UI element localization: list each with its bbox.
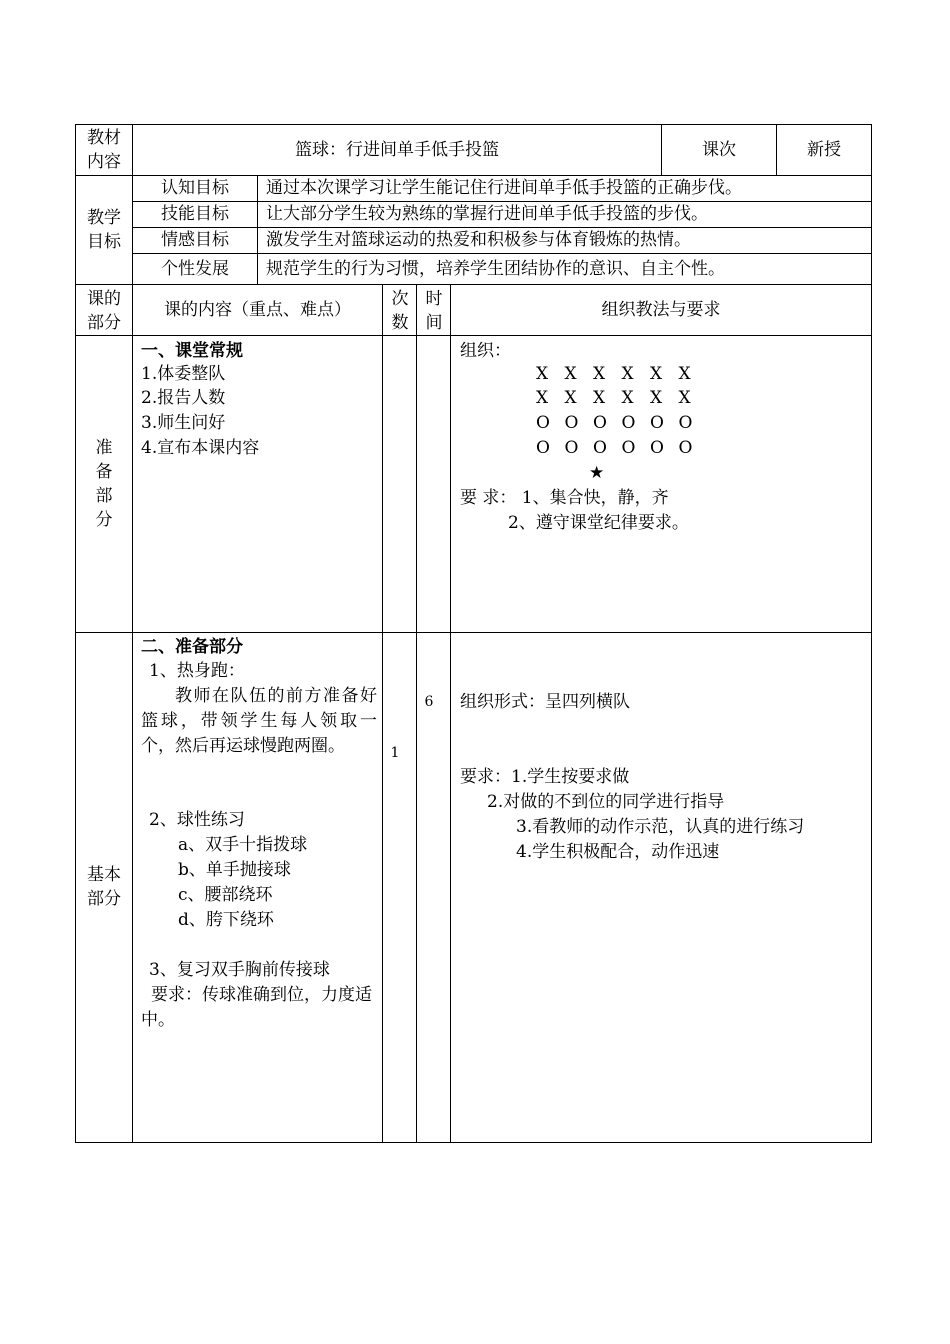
basic-count: 1 xyxy=(390,745,400,761)
goal-text-personal: 规范学生的行为习惯，培养学生团结协作的意识、自主个性。 xyxy=(266,259,725,279)
formation-mark: X xyxy=(536,364,549,384)
goal-label-cognitive: 认知目标 xyxy=(161,178,229,198)
formation-mark: X xyxy=(564,364,577,384)
formation-mark: X xyxy=(564,388,577,408)
formation-mark: X xyxy=(621,388,634,408)
list-item: 2.报告人数 xyxy=(141,388,226,408)
formation-mark: O xyxy=(650,438,664,458)
col-header-method: 组织教法与要求 xyxy=(601,300,721,320)
table-border xyxy=(75,124,872,125)
formation-row xyxy=(536,411,707,435)
table-border xyxy=(132,253,872,254)
formation-mark: X xyxy=(593,364,606,384)
list-item: c、腰部绕环 xyxy=(178,885,273,905)
basic-time: 6 xyxy=(424,694,434,710)
list-item: a、双手十指拨球 xyxy=(178,835,308,855)
list-item: d、胯下绕环 xyxy=(178,910,274,930)
col-header-content: 课的内容（重点、难点） xyxy=(164,300,351,320)
basic-paragraph-1: 教师在队伍的前方准备好篮球，带领学生每人领取一个，然后再运球慢跑两圈。 xyxy=(141,686,377,756)
col-header-part: 课的部分 xyxy=(87,289,121,333)
formation-mark: X xyxy=(593,388,606,408)
formation-row xyxy=(536,362,707,386)
formation-mark: X xyxy=(678,364,691,384)
table-border xyxy=(871,124,872,1143)
formation-mark: O xyxy=(621,438,636,458)
formation-mark: X xyxy=(650,388,663,408)
table-border xyxy=(75,632,872,633)
goal-text-emotion: 激发学生对篮球运动的热爱和积极参与体育锻炼的热情。 xyxy=(266,230,691,250)
list-item: 4.宣布本课内容 xyxy=(141,438,260,458)
basic-item-2: 2、球性练习 xyxy=(149,810,245,830)
formation-mark: O xyxy=(536,413,550,433)
basic-part-label: 基本部分 xyxy=(87,865,121,909)
lesson-label: 课次 xyxy=(702,140,736,160)
list-item: b、单手抛接球 xyxy=(178,860,291,880)
basic-requirement: 要求：传球准确到位，力度适中。 xyxy=(141,985,372,1030)
table-border xyxy=(75,1142,872,1143)
prep-requirement-1: 要 求： 1、集合快，静，齐 xyxy=(460,488,669,508)
col-header-time: 时间 xyxy=(425,289,443,333)
formation-mark: X xyxy=(678,388,691,408)
teacher-star-icon: ★ xyxy=(589,463,605,483)
basic-requirement-1: 要求：1.学生按要求做 xyxy=(460,767,630,787)
basic-requirement-2: 2.对做的不到位的同学进行指导 xyxy=(487,792,725,812)
basic-org: 组织形式：呈四列横队 xyxy=(460,692,630,712)
formation-mark: O xyxy=(536,438,550,458)
formation-mark: O xyxy=(621,413,636,433)
table-border xyxy=(75,335,872,336)
formation-mark: O xyxy=(564,413,579,433)
formation-mark: O xyxy=(564,438,579,458)
list-item: 3.师生问好 xyxy=(141,413,226,433)
goal-label-personal: 个性发展 xyxy=(161,259,229,279)
prep-part-label: 准备部分 xyxy=(95,438,113,530)
goal-text-skill: 让大部分学生较为熟练的掌握行进间单手低手投篮的步伐。 xyxy=(266,204,708,224)
formation-mark: X xyxy=(536,388,549,408)
table-border xyxy=(75,284,872,285)
col-header-count: 次数 xyxy=(391,289,409,333)
formation-mark: O xyxy=(678,413,693,433)
formation-row xyxy=(536,386,707,410)
table-border xyxy=(257,175,258,285)
lesson-value: 新授 xyxy=(807,140,841,160)
formation-row xyxy=(536,436,707,460)
goal-label-emotion: 情感目标 xyxy=(161,230,229,250)
table-border xyxy=(382,284,383,1143)
material-label: 教材内容 xyxy=(87,128,121,172)
basic-heading: 二、准备部分 xyxy=(141,637,243,657)
goal-label-skill: 技能目标 xyxy=(161,204,229,224)
goal-text-cognitive: 通过本次课学习让学生能记住行进间单手低手投篮的正确步伐。 xyxy=(266,178,742,198)
formation-mark: X xyxy=(650,364,663,384)
prep-requirement-2: 2、遵守课堂纪律要求。 xyxy=(508,513,689,533)
table-border xyxy=(75,124,76,1143)
formation-mark: O xyxy=(593,413,607,433)
basic-requirement-4: 4.学生积极配合，动作迅速 xyxy=(516,842,720,862)
basic-item-1: 1、热身跑： xyxy=(149,661,245,681)
basic-item-3: 3、复习双手胸前传接球 xyxy=(149,960,330,980)
goals-section-label: 教学目标 xyxy=(87,208,121,252)
table-border xyxy=(450,284,451,1143)
prep-org-label: 组织： xyxy=(460,341,511,361)
material-title: 篮球：行进间单手低手投篮 xyxy=(295,140,499,160)
prep-heading: 一、课堂常规 xyxy=(141,341,243,361)
formation-mark: X xyxy=(621,364,634,384)
formation-mark: O xyxy=(593,438,607,458)
list-item: 1.体委整队 xyxy=(141,364,226,384)
basic-requirement-3: 3.看教师的动作示范，认真的进行练习 xyxy=(516,817,805,837)
formation-mark: O xyxy=(650,413,664,433)
formation-mark: O xyxy=(678,438,693,458)
